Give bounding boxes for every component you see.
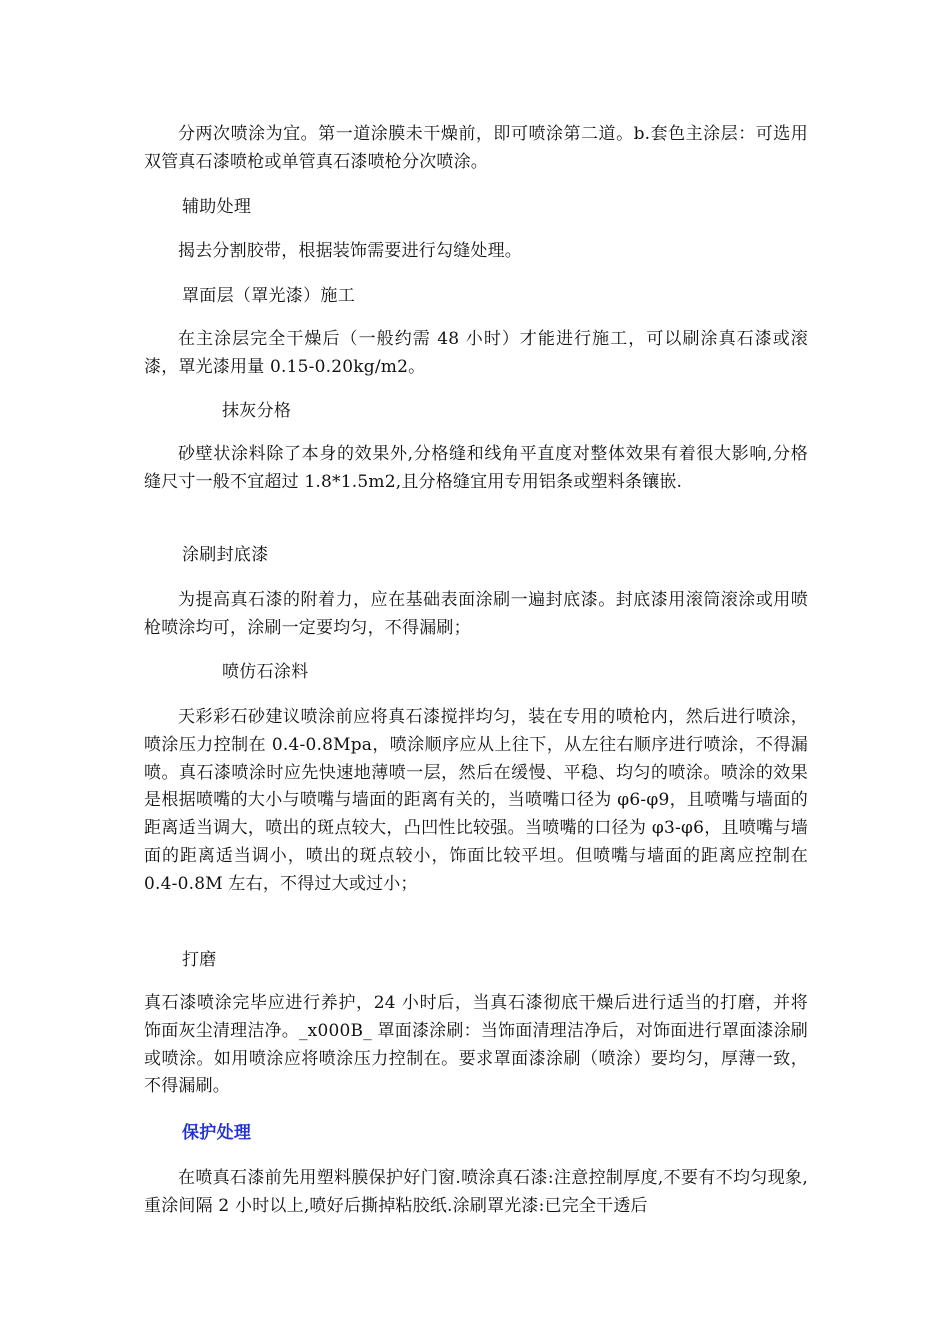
paragraph-primer: 为提高真石漆的附着力，应在基础表面涂刷一遍封底漆。封底漆用滚筒滚涂或用喷枪喷涂均可，涂刷一定要均匀，不得漏刷； bbox=[144, 590, 808, 638]
heading-polishing: 打磨 bbox=[182, 950, 217, 970]
heading-auxiliary-treatment: 辅助处理 bbox=[182, 197, 252, 217]
paragraph-protection: 在喷真石漆前先用塑料膜保护好门窗.喷涂真石漆:注意控制厚度,不要有不均匀现象,重涂间隔 2 小时以上,喷好后撕掉粘胶纸.涂刷罩光漆:已完全干透后 bbox=[144, 1168, 808, 1216]
heading-topcoat: 罩面层（罩光漆）施工 bbox=[182, 286, 355, 306]
paragraph-grid-joints: 砂壁状涂料除了本身的效果外,分格缝和线角平直度对整体效果有着很大影响,分格缝尺寸一般不宜超过 1.8*1.5m2,且分格缝宜用专用铝条或塑料条镶嵌. bbox=[144, 444, 808, 492]
heading-protection: 保护处理 bbox=[182, 1123, 252, 1143]
heading-grid-division: 抹灰分格 bbox=[222, 401, 292, 421]
paragraph-remove-tape: 揭去分割胶带，根据装饰需要进行勾缝处理。 bbox=[178, 241, 522, 261]
paragraph-topcoat-dosage: 在主涂层完全干燥后（一般约需 48 小时）才能进行施工，可以刷涂真石漆或滚漆，罩光漆用量 0.15-0.20kg/m2。 bbox=[144, 329, 808, 377]
paragraph-polishing: 真石漆喷涂完毕应进行养护，24 小时后，当真石漆彻底干燥后进行适当的打磨，并将饰面灰尘清理洁净。_x000B_ 罩面漆涂刷：当饰面清理洁净后，对饰面进行罩面漆涂刷或喷涂。如用喷涂应将喷涂压力控制在。要求罩面漆涂刷（喷涂）要均匀，厚薄一致，不得漏刷。 bbox=[144, 993, 808, 1097]
heading-primer: 涂刷封底漆 bbox=[182, 545, 269, 565]
heading-spray-stone-paint: 喷仿石涂料 bbox=[222, 662, 309, 682]
paragraph-spray-twice: 分两次喷涂为宜。第一道涂膜未干燥前，即可喷涂第二道。b.套色主涂层：可选用双管真石漆喷枪或单管真石漆喷枪分次喷涂。 bbox=[144, 124, 808, 172]
paragraph-spray-procedure: 天彩彩石砂建议喷涂前应将真石漆搅拌均匀，装在专用的喷枪内，然后进行喷涂，喷涂压力控制在 0.4-0.8Mpa，喷涂顺序应从上往下，从左往右顺序进行喷涂，不得漏喷。真石漆喷涂时应先快速地薄喷一层，然后在缓慢、平稳、均匀的喷涂。喷涂的效果是根据喷嘴的大小与喷嘴与墙面的距离有关的，当喷嘴口径为 φ6-φ9，且喷嘴与墙面的距离适当调大，喷出的斑点较大，凸凹性比较强。当喷嘴的口径为 φ3-φ6，且喷嘴与墙面的距离适当调小，喷出的斑点较小，饰面比较平坦。但喷嘴与墙面的距离应控制在 0.4-0.8M 左右，不得过大或过小； bbox=[144, 707, 808, 894]
